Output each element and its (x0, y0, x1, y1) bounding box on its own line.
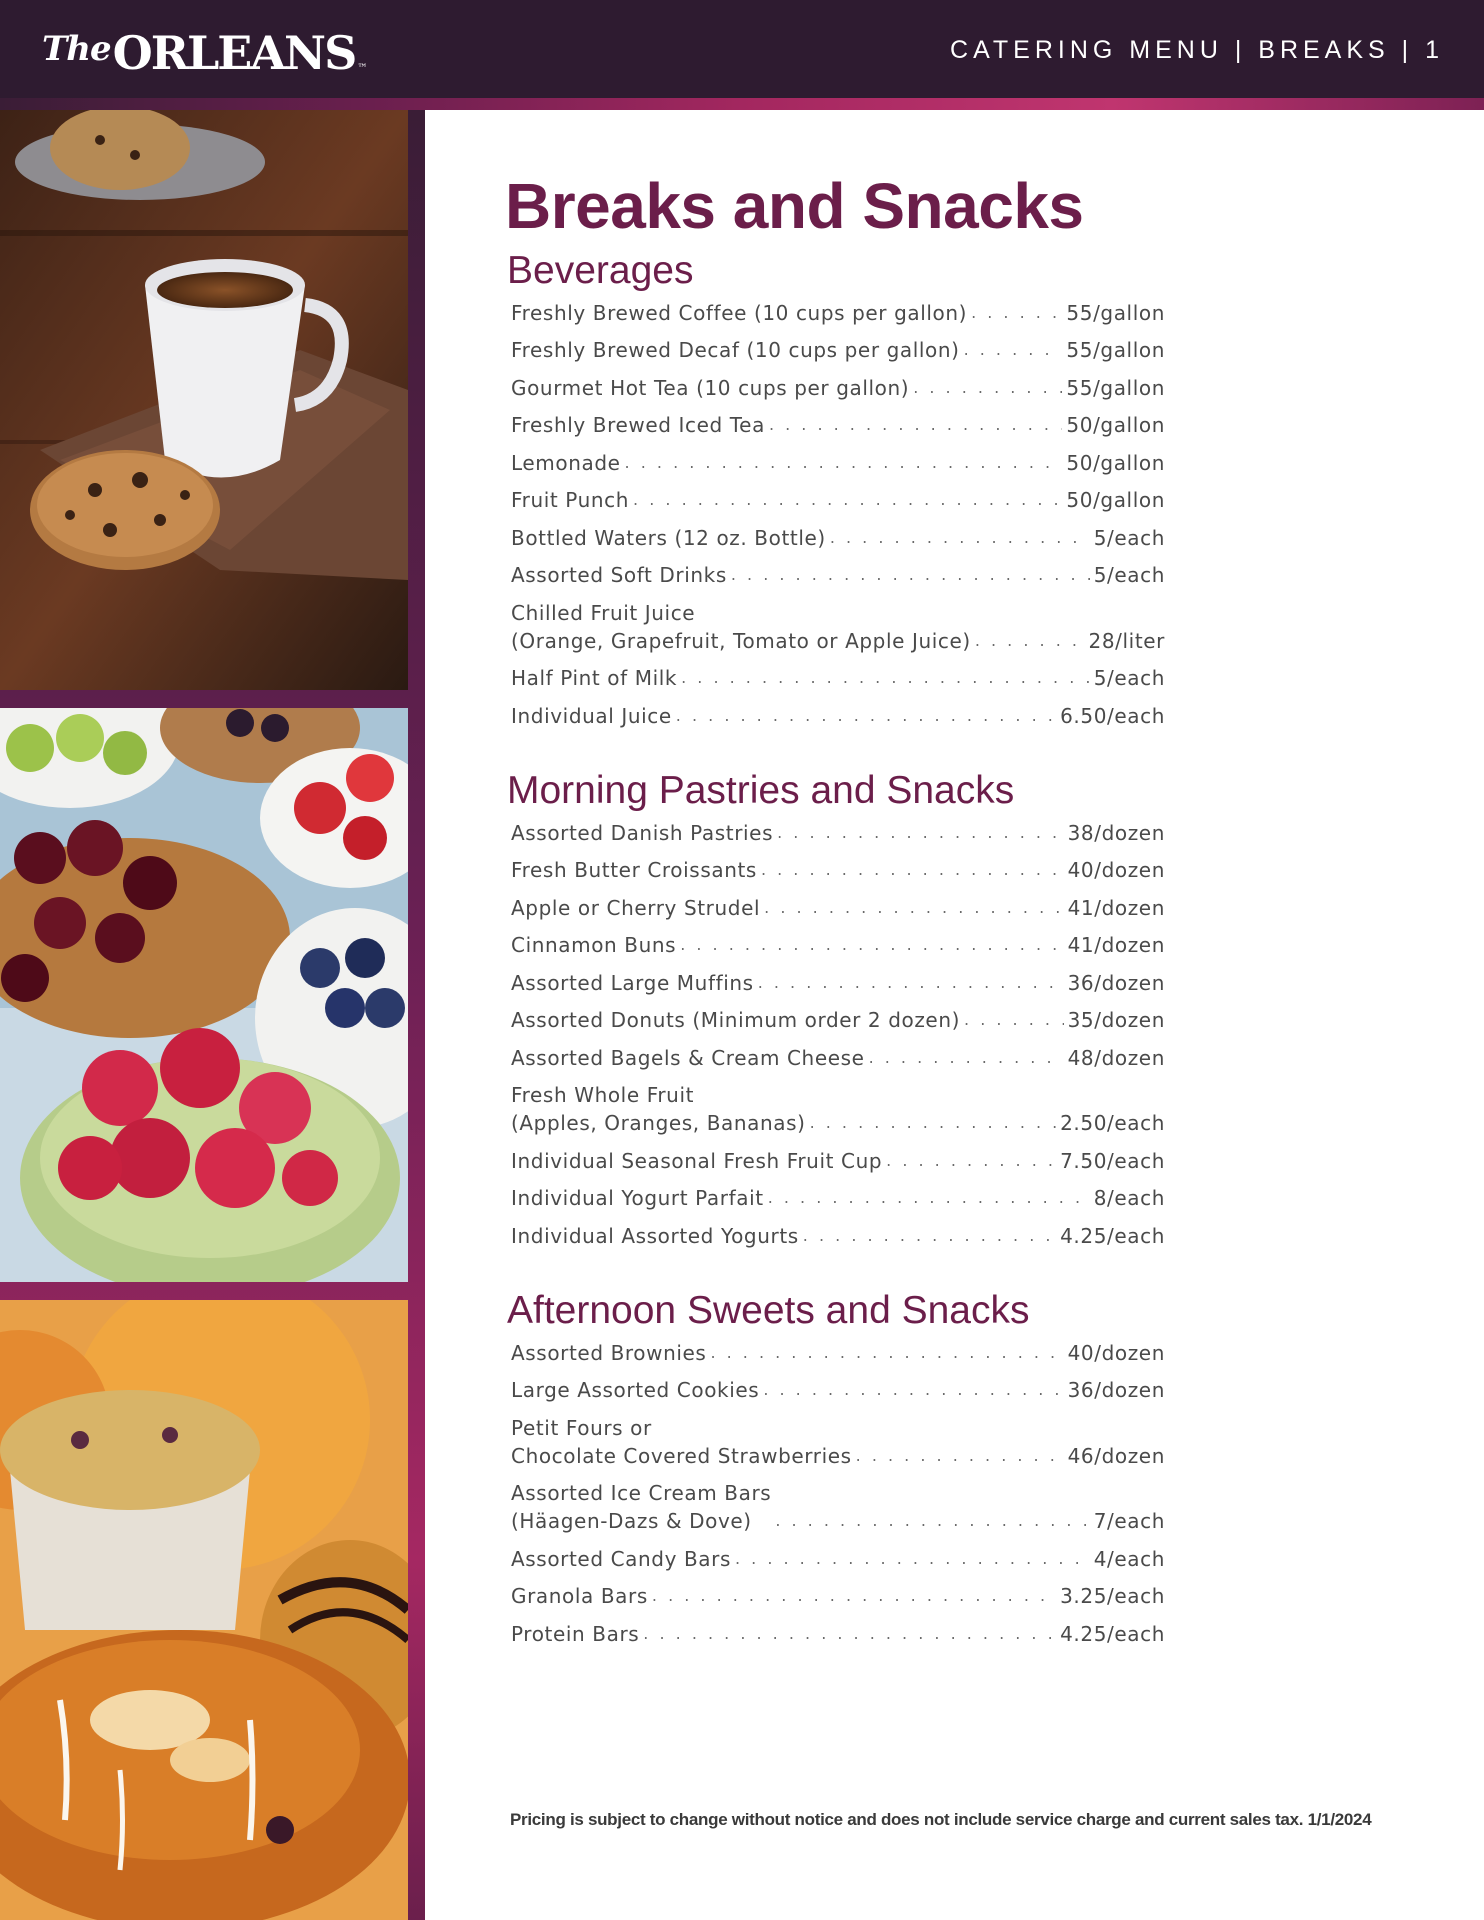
menu-item (505, 486, 1165, 514)
dot-leader (975, 627, 1085, 655)
menu-item (505, 299, 1165, 327)
menu-item-name: Lemonade (511, 450, 621, 475)
menu-item (505, 1147, 1165, 1175)
section-title: Afternoon Sweets and Snacks (507, 1288, 1030, 1332)
dot-leader (758, 969, 1064, 997)
menu-item (505, 1545, 1165, 1573)
menu-item (505, 819, 1165, 847)
dot-leader (764, 894, 1063, 922)
menu-item (505, 524, 1165, 552)
page-title: Breaks and Snacks (505, 170, 1084, 242)
menu-item-name: Cinnamon Buns (511, 933, 677, 958)
menu-item-price: 55/gallon (1066, 375, 1165, 400)
menu-content (505, 160, 1165, 1688)
menu-item-name: Assorted Ice Cream Bars (Häagen-Dazs & Dove) (511, 1481, 772, 1534)
menu-section (505, 1290, 1165, 1648)
dot-leader (769, 411, 1062, 439)
menu-item-name: Apple or Cherry Strudel (511, 895, 761, 920)
logo-the: The (42, 29, 111, 69)
menu-item-price: 50/gallon (1066, 488, 1165, 513)
pastries-photo (0, 1300, 408, 1920)
menu-item-name: Chilled Fruit Juice (Orange, Grapefruit, Tomato or Apple Juice) (511, 600, 971, 653)
dot-leader (680, 931, 1063, 959)
menu-item (505, 1376, 1165, 1404)
menu-item-price: 7/each (1093, 1509, 1165, 1534)
menu-item-name: Petit Fours or Chocolate Covered Strawberries (511, 1415, 852, 1468)
menu-item-price: 38/dozen (1067, 820, 1165, 845)
dot-leader (913, 374, 1062, 402)
menu-item-name: Half Pint of Milk (511, 666, 678, 691)
menu-item (505, 856, 1165, 884)
menu-item (505, 561, 1165, 589)
dot-leader (810, 1109, 1057, 1137)
dot-leader (735, 1545, 1090, 1573)
menu-item-name: Fresh Butter Croissants (511, 858, 757, 883)
menu-item-price: 36/dozen (1067, 1378, 1165, 1403)
menu-item-name: Individual Juice (511, 703, 672, 728)
dot-leader (643, 1620, 1056, 1648)
menu-item-price: 4.25/each (1060, 1223, 1165, 1248)
menu-item (505, 702, 1165, 730)
menu-section (505, 770, 1165, 1250)
menu-item (505, 1620, 1165, 1648)
dot-leader (625, 449, 1063, 477)
menu-item-price: 40/dozen (1067, 858, 1165, 883)
menu-item (505, 1339, 1165, 1367)
dot-leader (731, 561, 1090, 589)
menu-item-name: Individual Yogurt Parfait (511, 1186, 764, 1211)
menu-item-price: 5/each (1093, 563, 1165, 588)
menu-item-name: Fresh Whole Fruit (Apples, Oranges, Bananas) (511, 1083, 806, 1136)
menu-item-price: 4/each (1093, 1546, 1165, 1571)
section-title: Morning Pastries and Snacks (507, 768, 1015, 812)
menu-item-name: Individual Seasonal Fresh Fruit Cup (511, 1148, 883, 1173)
menu-item-price: 5/each (1093, 666, 1165, 691)
menu-item-price: 4.25/each (1060, 1621, 1165, 1646)
dot-leader (886, 1147, 1056, 1175)
menu-item-name: Assorted Brownies (511, 1340, 707, 1365)
menu-item-price: 48/dozen (1067, 1045, 1165, 1070)
menu-item (505, 374, 1165, 402)
dot-leader (856, 1442, 1064, 1470)
menu-item-name: Freshly Brewed Decaf (10 cups per gallon) (511, 338, 960, 363)
menu-item-name: Granola Bars (511, 1584, 648, 1609)
dot-leader (964, 336, 1063, 364)
menu-item (505, 1414, 1165, 1470)
menu-item-price: 41/dozen (1067, 895, 1165, 920)
dot-leader (964, 1006, 1064, 1034)
menu-item-name: Freshly Brewed Iced Tea (511, 413, 765, 438)
menu-item (505, 1044, 1165, 1072)
menu-item-name: Assorted Candy Bars (511, 1546, 731, 1571)
menu-sections (505, 250, 1165, 1648)
menu-item-price: 36/dozen (1067, 970, 1165, 995)
dot-leader (761, 856, 1064, 884)
menu-item-price: 40/dozen (1067, 1340, 1165, 1365)
orleans-logo (42, 20, 367, 80)
pricing-footnote: Pricing is subject to change without notice and does not include service charge and current sales tax. 1/1/2024 (510, 1810, 1372, 1829)
menu-item-name: Protein Bars (511, 1621, 640, 1646)
menu-item (505, 1184, 1165, 1212)
menu-item-price: 7.50/each (1060, 1148, 1165, 1173)
menu-item-name: Fruit Punch (511, 488, 630, 513)
menu-item-name: Individual Assorted Yogurts (511, 1223, 799, 1248)
header-title: CATERING MENU | BREAKS | 1 (950, 36, 1444, 64)
menu-item (505, 1582, 1165, 1610)
menu-item-name: Assorted Large Muffins (511, 970, 754, 995)
fresh-fruit-photo (0, 708, 408, 1282)
menu-item-price: 50/gallon (1066, 450, 1165, 475)
coffee-cookies-photo (0, 110, 408, 690)
dot-leader (763, 1376, 1063, 1404)
menu-item-price: 55/gallon (1066, 300, 1165, 325)
menu-item (505, 664, 1165, 692)
menu-item-name: Assorted Danish Pastries (511, 820, 774, 845)
menu-item-name: Bottled Waters (12 oz. Bottle) (511, 525, 826, 550)
dot-leader (652, 1582, 1056, 1610)
menu-item-price: 8/each (1093, 1186, 1165, 1211)
menu-item (505, 894, 1165, 922)
menu-item (505, 1479, 1165, 1535)
dot-leader (710, 1339, 1063, 1367)
menu-item-name: Freshly Brewed Coffee (10 cups per gallon) (511, 300, 968, 325)
menu-item-name: Assorted Bagels & Cream Cheese (511, 1045, 865, 1070)
dot-leader (676, 702, 1056, 730)
dot-leader (830, 524, 1090, 552)
dot-leader (768, 1184, 1090, 1212)
menu-item-price: 6.50/each (1060, 703, 1165, 728)
menu-item-price: 3.25/each (1060, 1584, 1165, 1609)
menu-item (505, 411, 1165, 439)
page-header (0, 0, 1484, 100)
menu-item (505, 449, 1165, 477)
menu-item-price: 41/dozen (1067, 933, 1165, 958)
dot-leader (633, 486, 1062, 514)
menu-item-name: Gourmet Hot Tea (10 cups per gallon) (511, 375, 910, 400)
logo-trademark: ™ (357, 63, 368, 74)
menu-section (505, 250, 1165, 730)
menu-item-price: 35/dozen (1067, 1008, 1165, 1033)
menu-item (505, 1006, 1165, 1034)
menu-item-price: 5/each (1093, 525, 1165, 550)
menu-item-price: 55/gallon (1066, 338, 1165, 363)
menu-item-name: Assorted Donuts (Minimum order 2 dozen) (511, 1008, 961, 1033)
menu-item-name: Assorted Soft Drinks (511, 563, 727, 588)
dot-leader (803, 1222, 1056, 1250)
menu-item (505, 1081, 1165, 1137)
section-title: Beverages (507, 249, 694, 292)
dot-leader (681, 664, 1090, 692)
menu-item (505, 969, 1165, 997)
menu-item-price: 28/liter (1088, 628, 1165, 653)
dot-leader (775, 1507, 1089, 1535)
dot-leader (869, 1044, 1064, 1072)
menu-item (505, 931, 1165, 959)
menu-item-price: 2.50/each (1060, 1111, 1165, 1136)
menu-item (505, 1222, 1165, 1250)
menu-item (505, 599, 1165, 655)
dot-leader (971, 299, 1062, 327)
menu-item-price: 46/dozen (1067, 1443, 1165, 1468)
dot-leader (777, 819, 1063, 847)
menu-item (505, 336, 1165, 364)
logo-name: ORLEANS (112, 26, 356, 80)
menu-item-price: 50/gallon (1066, 413, 1165, 438)
menu-item-name: Large Assorted Cookies (511, 1378, 760, 1403)
header-accent-bar (0, 98, 1484, 110)
